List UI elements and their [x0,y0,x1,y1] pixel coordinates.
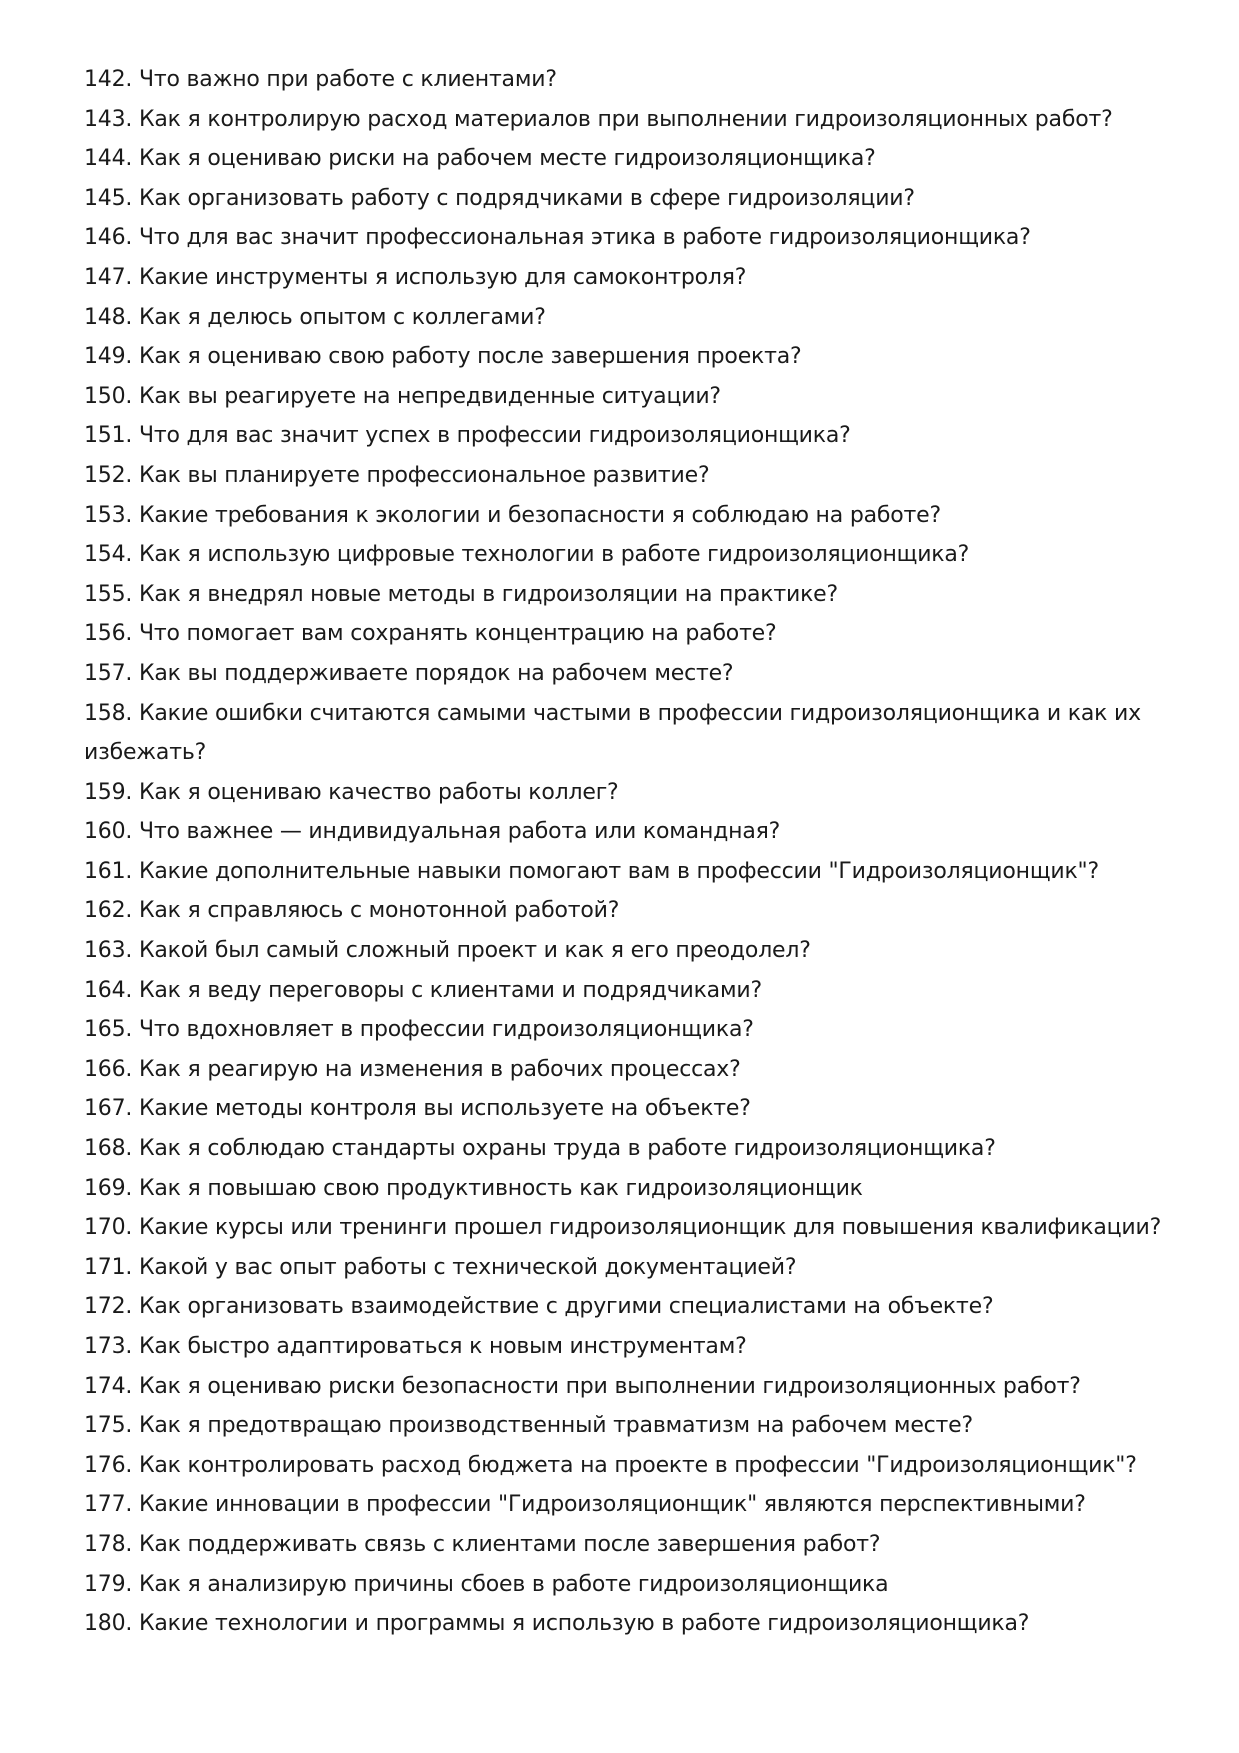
question-167: 167. Какие методы контроля вы используете на объекте? [84,1096,751,1122]
question-170: 170. Какие курсы или тренинги прошел гидроизоляционщик для повышения квалификации? [84,1215,1162,1241]
question-144: 144. Как я оцениваю риски на рабочем месте гидроизоляционщика? [84,146,876,172]
question-150: 150. Как вы реагируете на непредвиденные ситуации? [84,383,721,409]
question-142: 142. Что важно при работе с клиентами? [84,67,557,92]
question-152: 152. Как вы планируете профессиональное развитие? [84,462,710,488]
question-174: 174. Как я оцениваю риски безопасности при выполнении гидроизоляционных работ? [84,1373,1081,1399]
question-159: 159. Как я оцениваю качество работы коллег? [84,779,619,805]
question-154: 154. Как я использую цифровые технологии в работе гидроизоляционщика? [84,542,970,568]
question-list [84,60,1174,1644]
question-143: 143. Как я контролирую расход материалов при выполнении гидроизоляционных работ? [84,106,1113,132]
question-179: 179. Как я анализирую причины сбоев в работе гидроизоляционщика [84,1571,889,1597]
question-149: 149. Как я оцениваю свою работу после завершения проекта? [84,344,802,370]
question-153: 153. Какие требования к экологии и безопасности я соблюдаю на работе? [84,502,941,528]
question-177: 177. Какие инновации в профессии "Гидроизоляционщик" являются перспективными? [84,1492,1086,1518]
question-158: 158. Какие ошибки считаются самыми частыми в профессии гидроизоляционщика и как их избежать? [84,700,1141,766]
question-175: 175. Как я предотвращаю производственный травматизм на рабочем месте? [84,1413,973,1439]
question-160: 160. Что важнее — индивидуальная работа или командная? [84,819,781,845]
question-168: 168. Как я соблюдаю стандарты охраны труда в работе гидроизоляционщика? [84,1136,996,1162]
question-165: 165. Что вдохновляет в профессии гидроизоляционщика? [84,1017,754,1043]
question-172: 172. Как организовать взаимодействие с другими специалистами на объекте? [84,1294,994,1320]
question-146: 146. Что для вас значит профессиональная этика в работе гидроизоляционщика? [84,225,1031,251]
question-147: 147. Какие инструменты я использую для самоконтроля? [84,264,747,290]
question-155: 155. Как я внедрял новые методы в гидроизоляции на практике? [84,581,838,607]
question-145: 145. Как организовать работу с подрядчиками в сфере гидроизоляции? [84,185,915,211]
question-163: 163. Какой был самый сложный проект и как я его преодолел? [84,938,811,964]
question-178: 178. Как поддерживать связь с клиентами после завершения работ? [84,1531,881,1557]
question-166: 166. Как я реагирую на изменения в рабочих процессах? [84,1056,741,1082]
question-171: 171. Какой у вас опыт работы с технической документацией? [84,1254,797,1280]
question-180: 180. Какие технологии и программы я использую в работе гидроизоляционщика? [84,1611,1030,1637]
question-173: 173. Как быстро адаптироваться к новым инструментам? [84,1334,747,1359]
question-151: 151. Что для вас значит успех в профессии гидроизоляционщика? [84,423,851,449]
question-176: 176. Как контролировать расход бюджета на проекте в профессии "Гидроизоляционщик"? [84,1452,1137,1478]
question-164: 164. Как я веду переговоры с клиентами и подрядчиками? [84,977,762,1003]
question-156: 156. Что помогает вам сохранять концентрацию на работе? [84,621,777,647]
question-157: 157. Как вы поддерживаете порядок на рабочем месте? [84,660,734,686]
question-161: 161. Какие дополнительные навыки помогают вам в профессии "Гидроизоляционщик"? [84,858,1099,884]
question-148: 148. Как я делюсь опытом с коллегами? [84,304,546,330]
question-162: 162. Как я справляюсь с монотонной работой? [84,898,620,924]
question-169: 169. Как я повышаю свою продуктивность как гидроизоляционщик [84,1175,863,1201]
